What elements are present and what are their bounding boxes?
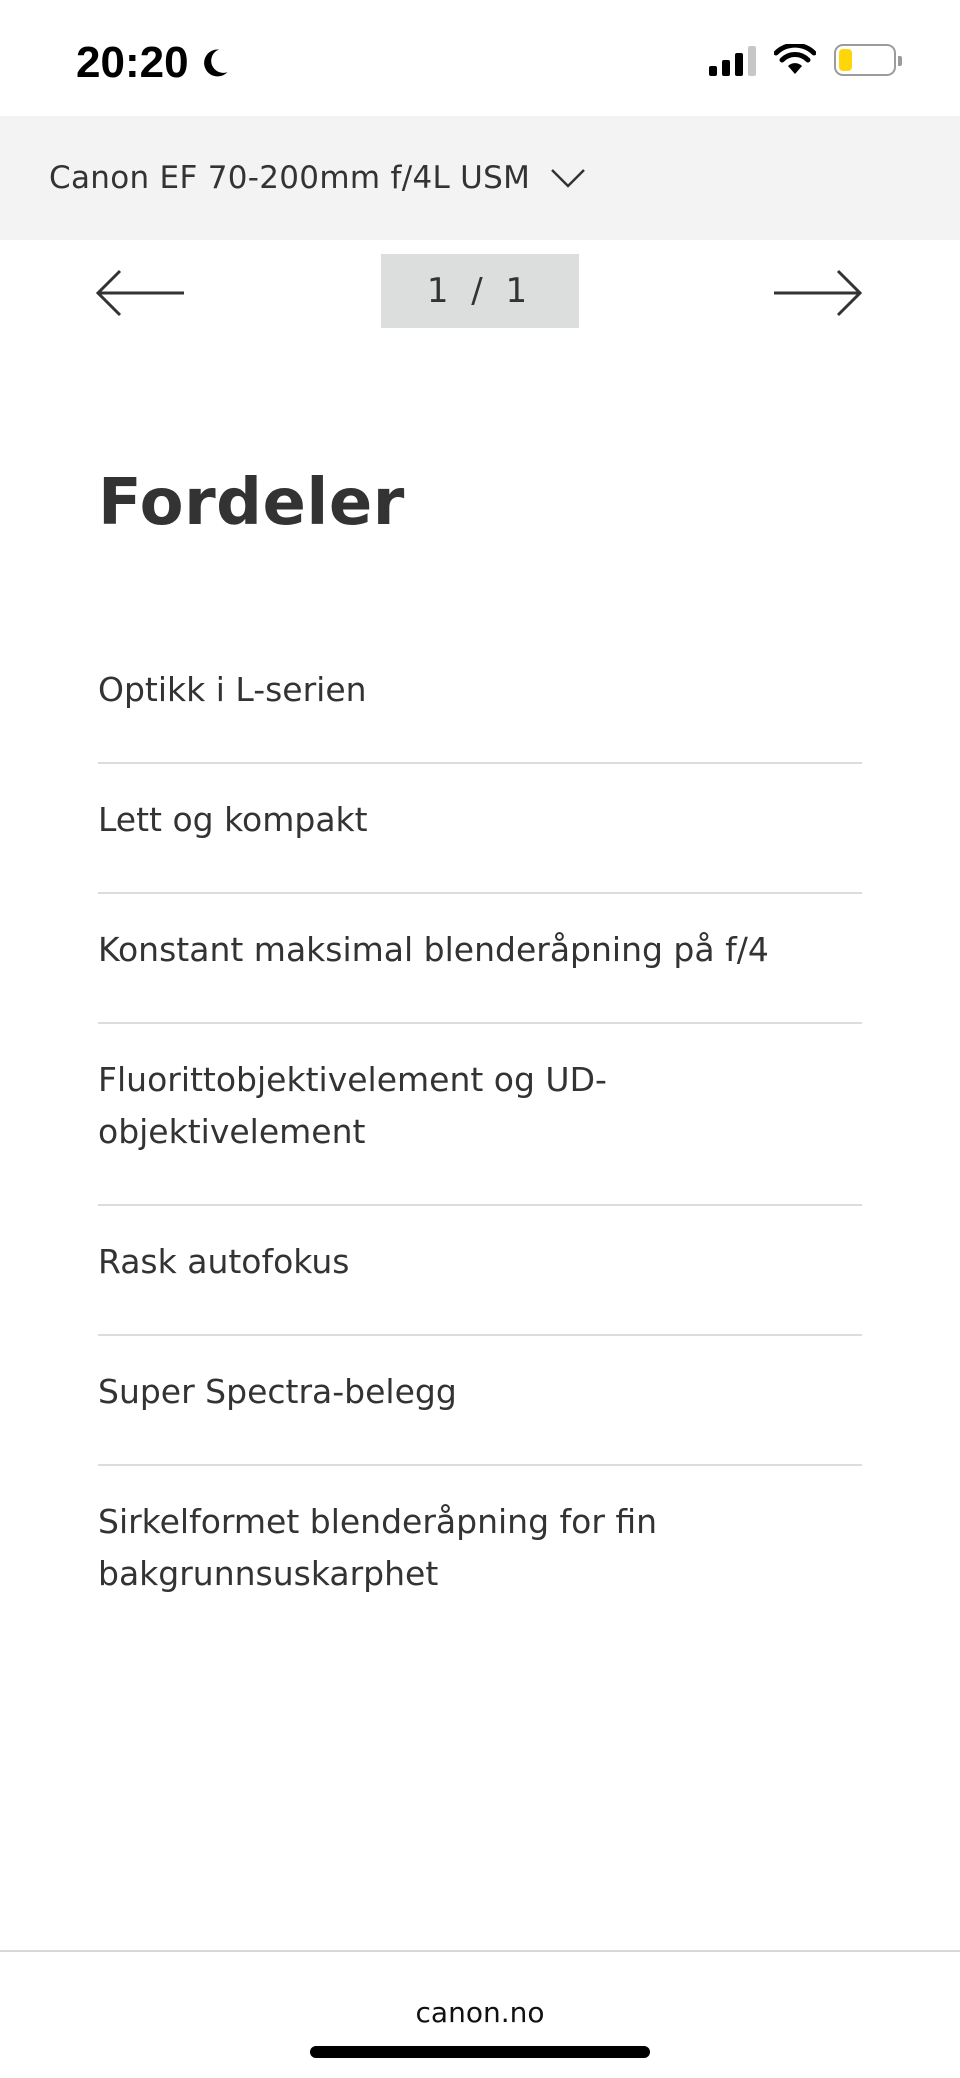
benefit-item: Sirkelformet blenderåpning for fin bakgrunnsuskarphet [98,1502,658,1593]
benefits-list [98,646,862,1646]
next-page-button[interactable] [772,268,862,318]
product-title: Canon EF 70-200mm f/4L USM [49,160,531,196]
arrow-right-icon [772,268,862,318]
home-indicator[interactable] [310,2046,650,2058]
benefit-item: Rask autofokus [98,1206,862,1336]
section-title: Fordeler [98,466,405,540]
benefit-item: Konstant maksimal blenderåpning på f/4 [98,894,862,1024]
cellular-signal-icon [709,44,756,76]
url-label[interactable]: canon.no [415,1996,545,2029]
benefit-item: Lett og kompakt [98,764,862,894]
status-bar [0,0,960,116]
benefit-item: Fluorittobjektivelement og UD-objektivelement [98,1024,862,1206]
pager [0,254,960,328]
wifi-icon [774,44,816,76]
battery-level [839,49,852,71]
moon-icon [197,46,231,80]
benefit-item: Optikk i L-serien [98,646,862,764]
previous-page-button[interactable] [96,268,186,318]
arrow-left-icon [96,268,186,318]
status-time-group [76,38,231,88]
chevron-down-icon [550,167,586,189]
benefit-item: Super Spectra-belegg [98,1336,862,1466]
page-indicator: 1 / 1 [381,254,579,328]
status-time: 20:20 [76,38,189,87]
status-indicators [709,44,896,76]
battery-icon [834,44,896,76]
browser-bottom-bar [0,1950,960,2078]
product-selector[interactable] [0,116,960,240]
